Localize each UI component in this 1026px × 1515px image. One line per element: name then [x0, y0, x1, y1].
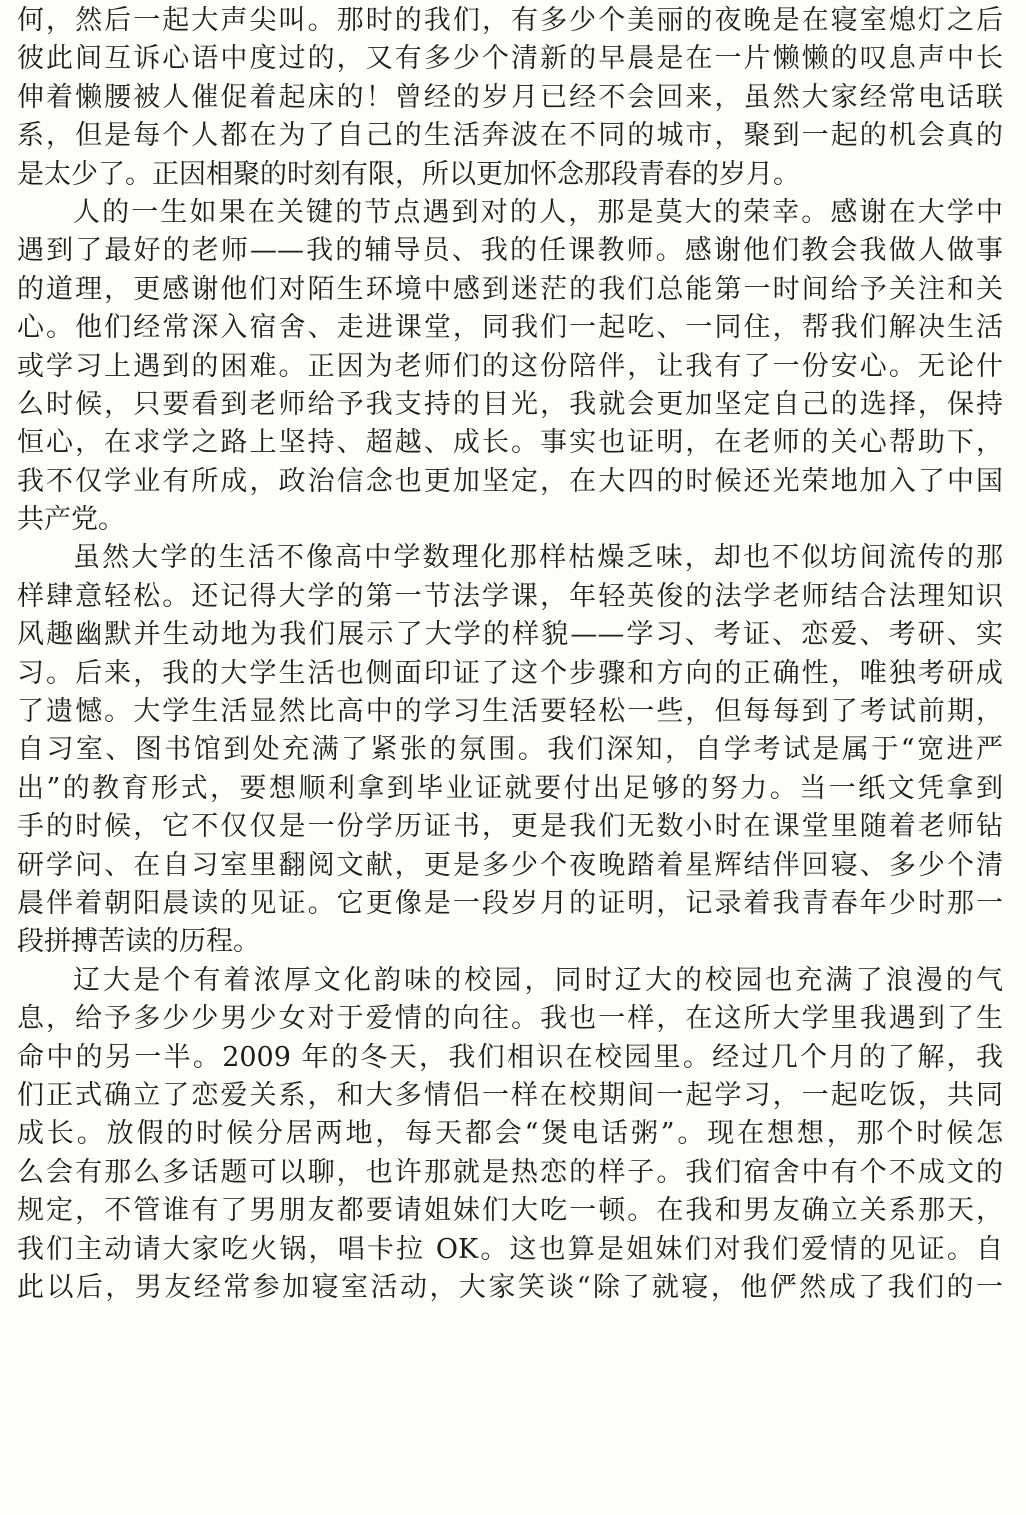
text-line: 息，给予多少少男少女对于爱情的向往。我也一样，在这所大学里我遇到了生	[17, 1003, 1003, 1035]
document-page	[17, 2, 1003, 1307]
text-line: 伸着懒腰被人催促着起床的！曾经的岁月已经不会回来，虽然大家经常电话联	[17, 81, 1003, 113]
text-line: 晨伴着朝阳晨读的见证。它更像是一段岁月的证明，记录着我青春年少时那一	[17, 887, 1003, 919]
text-line: 风趣幽默并生动地为我们展示了大学的样貌——学习、考证、恋爱、考研、实	[17, 619, 1003, 651]
text-line: 了遗憾。大学生活显然比高中的学习生活要轻松一些，但每每到了考试前期，	[17, 696, 1003, 728]
paragraph-first-line: 虽然大学的生活不像高中学数理化那样枯燥乏味，却也不似坊间流传的那	[73, 542, 1003, 574]
text-line: 样肆意轻松。还记得大学的第一节法学课，年轻英俊的法学老师结合法理知识	[17, 580, 1003, 612]
text-line: 么会有那么多话题可以聊，也许那就是热恋的样子。我们宿舍中有个不成文的	[17, 1156, 1003, 1188]
text-line: 何，然后一起大声尖叫。那时的我们，有多少个美丽的夜晚是在寝室熄灯之后	[17, 5, 1003, 36]
text-line: 或学习上遇到的困难。正因为老师们的这份陪伴，让我有了一份安心。无论什	[17, 350, 1003, 382]
text-line: 们正式确立了恋爱关系，和大多情侣一样在校期间一起学习，一起吃饭，共同	[17, 1079, 1003, 1111]
text-line: 心。他们经常深入宿舍、走进课堂，同我们一起吃、一同住，帮我们解决生活	[17, 312, 1003, 344]
text-line: 我们主动请大家吃火锅，唱卡拉 OK。这也算是姐妹们对我们爱情的见证。自	[17, 1233, 1003, 1265]
paragraph-first-line: 人的一生如果在关键的节点遇到对的人，那是莫大的荣幸。感谢在大学中	[73, 196, 1003, 228]
text-line: 么时候，只要看到老师给予我支持的目光，我就会更加坚定自己的选择，保持	[17, 388, 1003, 420]
text-line: 研学问、在自习室里翻阅文献，更是多少个夜晚踏着星辉结伴回寝、多少个清	[17, 849, 1003, 881]
text-line: 恒心，在求学之路上坚持、超越、成长。事实也证明，在老师的关心帮助下，	[17, 427, 1003, 459]
text-line: 段拼搏苦读的历程。	[17, 926, 260, 958]
text-line: 是太少了。正因相聚的时刻有限，所以更加怀念那段青春的岁月。	[17, 158, 800, 190]
text-line: 的道理，更感谢他们对陌生环境中感到迷茫的我们总能第一时间给予关注和关	[17, 273, 1003, 305]
text-line: 出”的教育形式，要想顺利拿到毕业证就要付出足够的努力。当一纸文凭拿到	[17, 772, 1003, 804]
text-line: 成长。放假的时候分居两地，每天都会“煲电话粥”。现在想想，那个时候怎	[17, 1118, 1003, 1150]
text-line: 系，但是每个人都在为了自己的生活奔波在不同的城市，聚到一起的机会真的	[17, 120, 1003, 152]
text-line: 手的时候，它不仅仅是一份学历证书，更是我们无数小时在课堂里随着老师钻	[17, 811, 1003, 843]
text-line: 遇到了最好的老师——我的辅导员、我的任课教师。感谢他们教会我做人做事	[17, 235, 1003, 267]
text-line: 命中的另一半。2009 年的冬天，我们相识在校园里。经过几个月的了解，我	[17, 1041, 1003, 1073]
text-line: 自习室、图书馆到处充满了紧张的氛围。我们深知，自学考试是属于“宽进严	[17, 734, 1003, 766]
paragraph-first-line: 辽大是个有着浓厚文化韵味的校园，同时辽大的校园也充满了浪漫的气	[73, 964, 1003, 996]
text-line: 共产党。	[17, 504, 125, 536]
text-line: 我不仅学业有所成，政治信念也更加坚定，在大四的时候还光荣地加入了中国	[17, 465, 1003, 497]
text-line: 彼此间互诉心语中度过的，又有多少个清新的早晨是在一片懒懒的叹息声中长	[17, 43, 1003, 75]
text-line: 此以后，男友经常参加寝室活动，大家笑谈“除了就寝，他俨然成了我们的一	[17, 1271, 1003, 1303]
text-line: 习。后来，我的大学生活也侧面印证了这个步骤和方向的正确性，唯独考研成	[17, 657, 1003, 689]
text-line: 规定，不管谁有了男朋友都要请姐妹们大吃一顿。在我和男友确立关系那天，	[17, 1195, 1003, 1227]
